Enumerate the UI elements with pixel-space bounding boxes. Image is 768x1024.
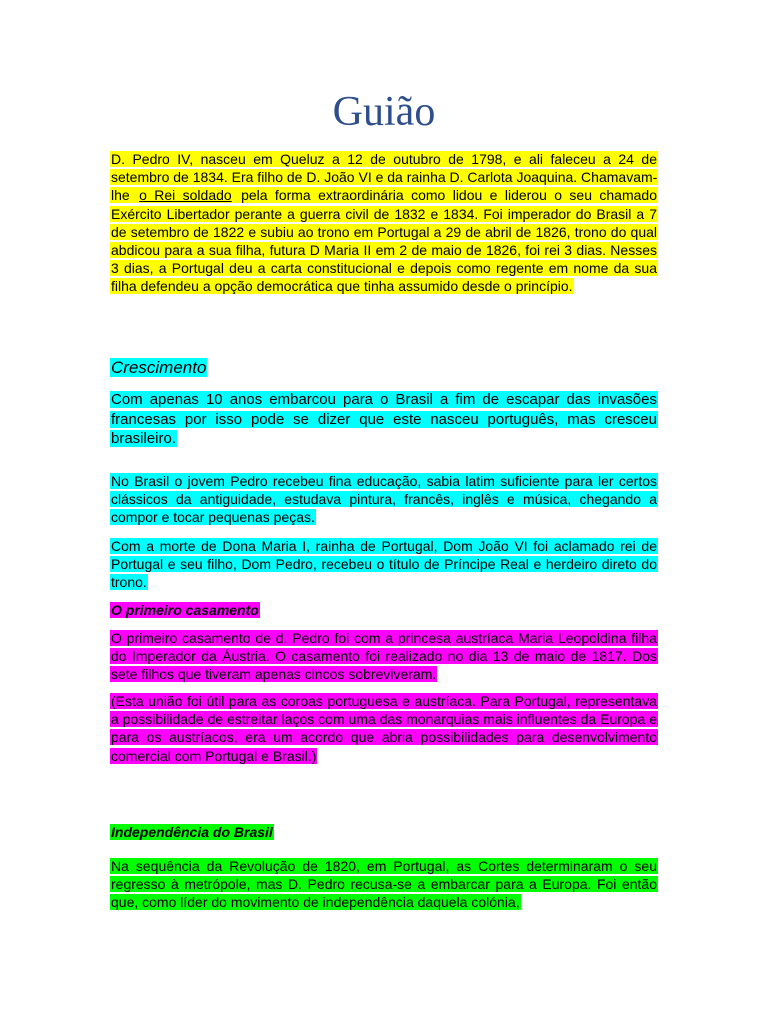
section-heading-independencia — [110, 823, 274, 841]
casamento-paragraph-1 — [110, 629, 658, 684]
intro-text-end: pela forma extraordinária como lidou e liderou o seu chamado Exército Libertador perante a guerra civil de 1832 e 1834. Foi imperador do Brasil a 7 de setembro de 1822 e subiu ao trono em Portugal a 29 de abril de 1826, trono do qual abdicou para a sua filha, futura D Maria II em 2 de maio de 1826, foi rei 3 dias. Nesses 3 dias, a Portugal deu a carta constitucional e depois como regente em nome da sua filha defendeu a opção democrática que tinha assumido desde o princípio. — [111, 187, 657, 295]
section-heading-crescimento — [110, 357, 207, 379]
independencia-p1-text: Na sequência da Revolução de 1820, em Portugal, as Cortes determinaram o seu regresso à metrópole, mas D. Pedro recusa-se a embarcar para a Europa. Foi então que, como líder do movimento de independência daquela colónia, — [111, 858, 657, 911]
intro-text-start: D. Pedro IV, nasceu em Queluz a 12 de outubro de 1798, e ali faleceu a 24 de setembro de 1834. Era filho de D. João VI e da rainha D. Carlota Joaquina. Chamavam-lhe — [111, 151, 658, 204]
independencia-paragraph-1 — [110, 857, 658, 912]
independencia-heading-text: Independência do Brasil — [111, 824, 273, 840]
crescimento-heading-text: Crescimento — [111, 358, 207, 377]
section-heading-casamento — [110, 601, 260, 619]
intro-paragraph — [110, 150, 658, 296]
casamento-p1-text: O primeiro casamento de d. Pedro foi com a princesa austríaca Maria Leopoldina filha do Imperador da Áustria. O casamento foi realizado no dia 13 de maio de 1817. Dos sete filhos que tiveram apenas cincos sobreviveram. — [111, 630, 657, 683]
casamento-paragraph-2 — [110, 692, 658, 765]
crescimento-p1-text: Com apenas 10 anos embarcou para o Brasil a fim de escapar das invasões francesas por isso pode se dizer que este nasceu português, mas cresceu brasileiro. — [111, 391, 657, 447]
intro-underlined-phrase: o Rei soldado — [139, 187, 232, 204]
crescimento-paragraph-1 — [110, 390, 658, 449]
document-title: Guião — [332, 89, 436, 135]
crescimento-p2-text: No Brasil o jovem Pedro recebeu fina educação, sabia latim suficiente para ler certos clássicos da antiguidade, estudava pintura, francês, inglês e música, chegando a compor e tocar pequenas peças. — [111, 473, 657, 526]
crescimento-paragraph-2 — [110, 472, 658, 527]
casamento-heading-text: O primeiro casamento — [111, 602, 259, 618]
casamento-p2-text: (Esta união foi útil para as coroas portuguesa e austríaca. Para Portugal, representava a possibilidade de estreitar laços com uma das monarquias mais influentes da Europa e para os austríacos, era um acordo que abria possibilidades para desenvolvimento comercial com Portugal e Brasil.) — [111, 693, 657, 764]
crescimento-p3-text: Com a morte de Dona Maria I, rainha de Portugal, Dom João VI foi aclamado rei de Portugal e seu filho, Dom Pedro, recebeu o título de Príncipe Real e herdeiro direto do trono. — [111, 538, 657, 591]
crescimento-paragraph-3 — [110, 537, 658, 592]
